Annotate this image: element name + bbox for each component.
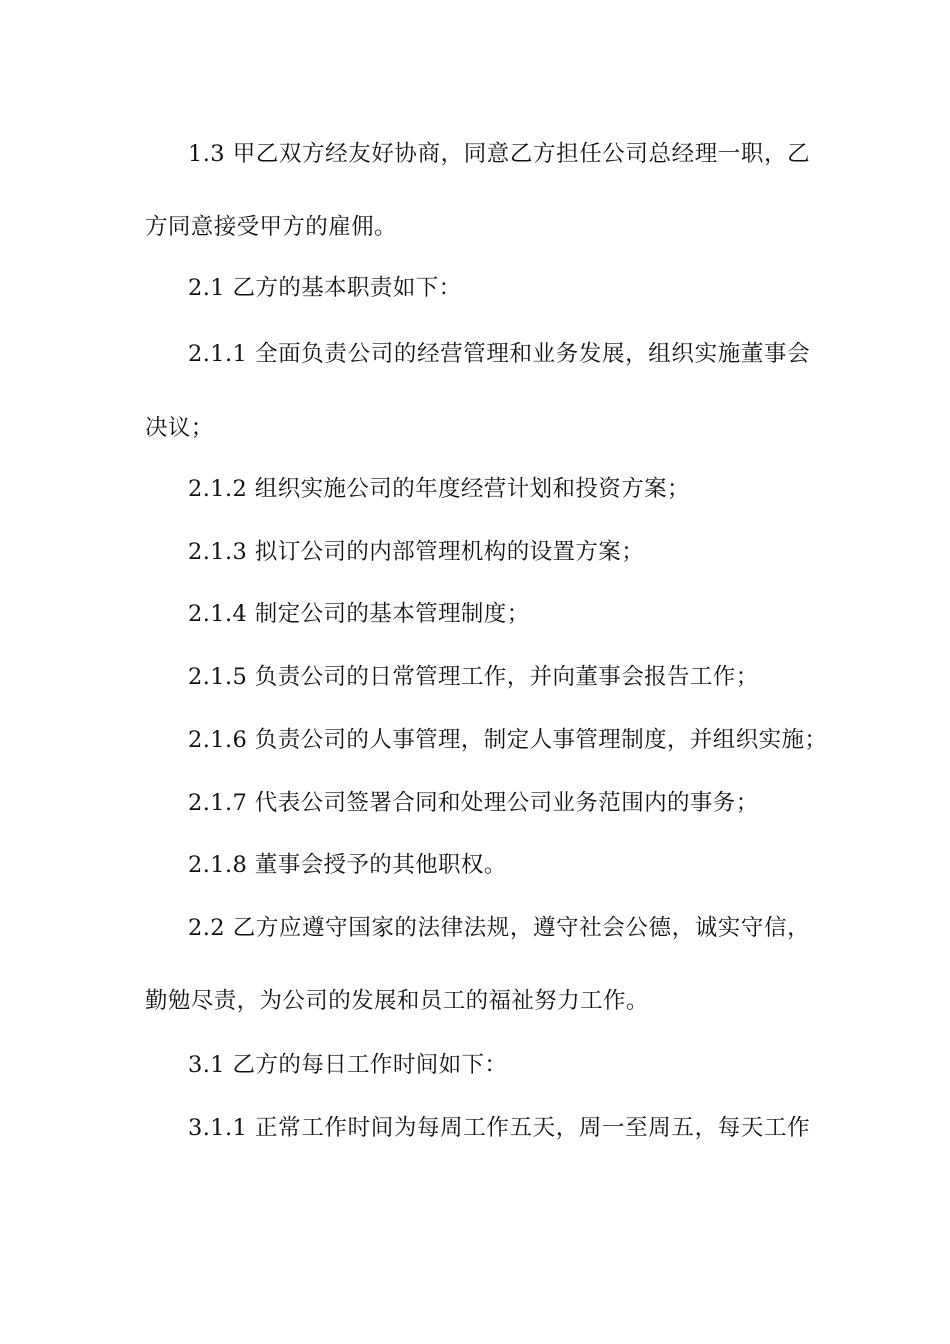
paragraph-2-1-5: 2.1.5 负责公司的日常管理工作，并向董事会报告工作；: [188, 664, 759, 690]
paragraph-3-1-1-line-1: 3.1.1 正常工作时间为每周工作五天，周一至周五，每天工作: [188, 1115, 810, 1141]
paragraph-2-1-6: 2.1.6 负责公司的人事管理，制定人事管理制度，并组织实施；: [188, 727, 828, 753]
paragraph-2-1-3: 2.1.3 拟订公司的内部管理机构的设置方案；: [188, 539, 645, 565]
paragraph-2-1-1-line-2: 决议；: [145, 415, 214, 441]
paragraph-2-2-line-2: 勤勉尽责，为公司的发展和员工的福祉努力工作。: [145, 988, 649, 1014]
paragraph-3-1: 3.1 乙方的每日工作时间如下：: [188, 1052, 508, 1078]
paragraph-2-1-7: 2.1.7 代表公司签署合同和处理公司业务范围内的事务；: [188, 790, 759, 816]
paragraph-1-3-line-2: 方同意接受甲方的雇佣。: [145, 214, 397, 240]
paragraph-2-1-1-line-1: 2.1.1 全面负责公司的经营管理和业务发展，组织实施董事会: [188, 341, 810, 367]
paragraph-2-1-2: 2.1.2 组织实施公司的年度经营计划和投资方案；: [188, 476, 690, 502]
paragraph-2-1: 2.1 乙方的基本职责如下：: [188, 275, 462, 301]
paragraph-2-1-4: 2.1.4 制定公司的基本管理制度；: [188, 601, 530, 627]
paragraph-2-2-line-1: 2.2 乙方应遵守国家的法律法规，遵守社会公德，诚实守信，: [188, 915, 810, 941]
paragraph-2-1-8: 2.1.8 董事会授予的其他职权。: [188, 852, 507, 878]
paragraph-1-3-line-1: 1.3 甲乙双方经友好协商，同意乙方担任公司总经理一职，乙: [188, 141, 810, 167]
